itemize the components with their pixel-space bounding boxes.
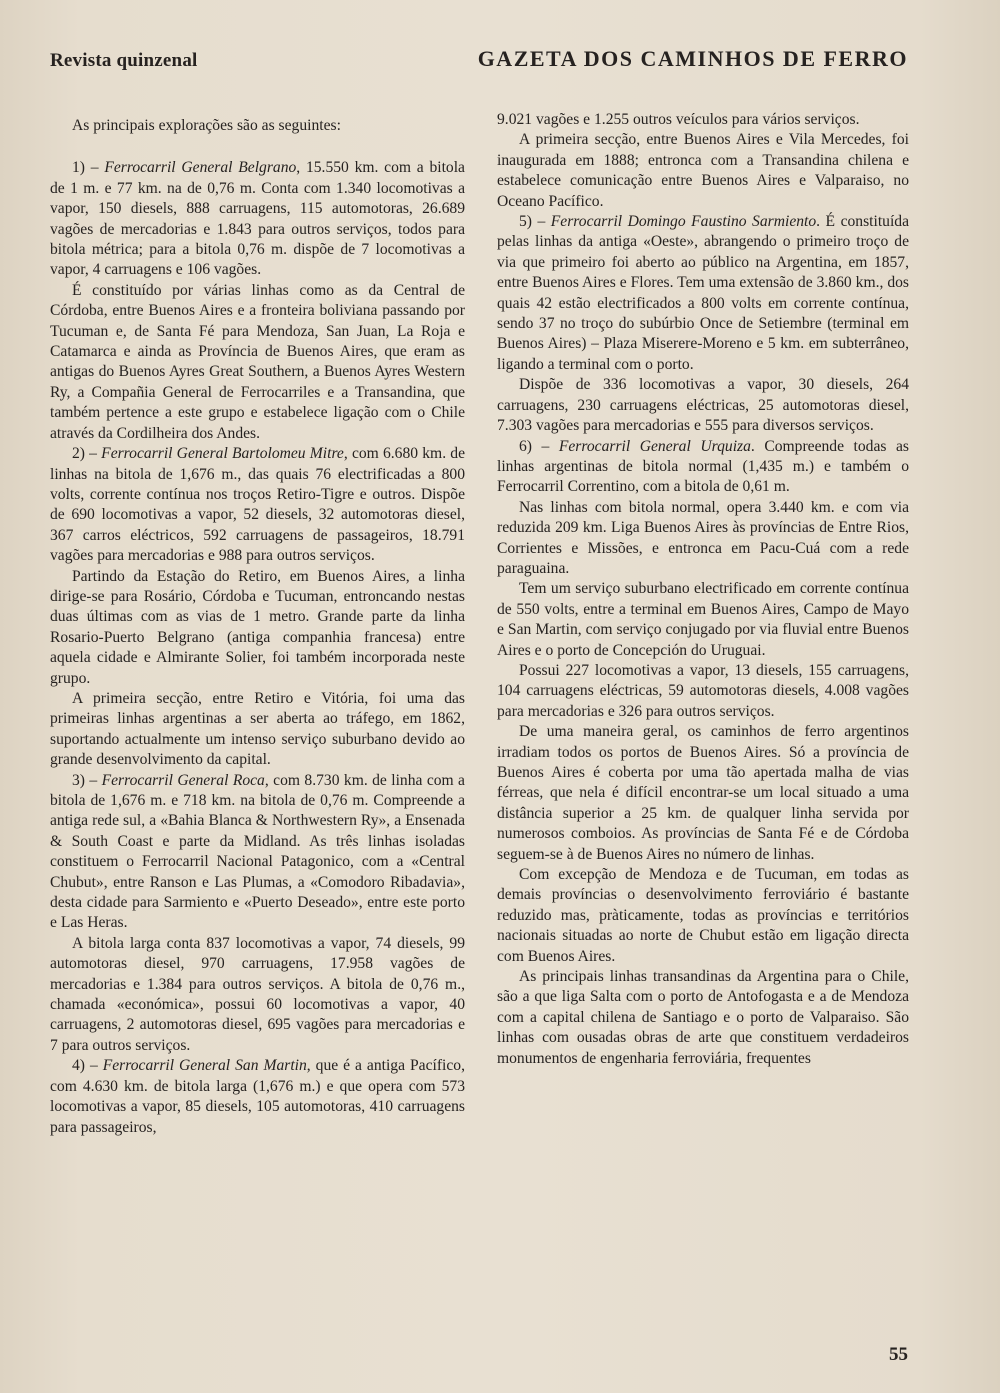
paragraph: É constituído por várias linhas como as da Central de Córdoba, entre Buenos Aires e a fronteira boliviana passando por Tucuman e, de Santa Fé para Mendoza, San Juan, La Roja e Catamarca e ainda as Província de Buenos Aires, que eram as antigas do Buenos Ayres Great Southern, a Buenos Ayres Western Ry, a Compañia General de Ferrocarriles e a Transandina, que também pertence a este grupo e estabelece ligação com o Chile através da Cordilheira dos Andes. [50,281,465,442]
paragraph: Tem um serviço suburbano electrificado em corrente contínua de 550 volts, entre a terminal em Buenos Aires, Campo de Mayo e San Martin, com serviço conjugado por via fluvial entre Buenos Aires e o porto de Concepción do Uruguai. [497,580,909,659]
railway-name: Ferrocarril General San Martin [102,1057,307,1075]
item-number: 1) – [72,159,105,177]
paragraph: Nas linhas com bitola normal, opera 3.440 km. e com via reduzida 209 km. Liga Buenos Aires às províncias de Entre Rios, Corrientes e Missões, e entronca em Pacu-Cuá com a rede paraguaina. [497,498,909,577]
paragraph: A bitola larga conta 837 locomotivas a vapor, 74 diesels, 99 automotoras diesel, 970 carruagens, 17.958 vagões de mercadorias e 1.384 para outros serviços. A bitola de 0,76 m., chamada «económica», possui 60 locomotivas a vapor, 40 carruagens, 2 automotoras diesel, 695 vagões para mercadorias e 7 para outros serviços. [50,934,465,1054]
page-number: 55 [889,1344,908,1365]
railway-name: Ferrocarril General Belgrano [104,159,297,177]
paragraph: Com excepção de Mendoza e de Tucuman, em todas as demais províncias o desenvolvimento ferroviário é bastante reduzido mas, pràticamente, todas as províncias e territórios nacionais situadas ao norte de Chubut estão em ligação directa com Buenos Aires. [497,866,909,965]
paragraph [497,212,909,375]
paragraph: Partindo da Estação do Retiro, em Buenos Aires, a linha dirige-se para Rosário, Córdoba e Tucuman, entroncando nestas duas últimas com as vias de 1 metro. Grande parte da linha Rosario-Puerto Belgrano (antiga companhia francesa) entre aquela cidade e Almirante Solier, foi também incorporada neste grupo. [50,567,465,687]
item-number: 4) – [72,1057,103,1075]
railway-name: Ferrocarril General Urquiza [558,437,751,455]
header-title: GAZETA DOS CAMINHOS DE FERRO [477,46,908,71]
railway-name: Ferrocarril General Roca [101,771,265,789]
paragraph: As principais linhas transandinas da Argentina para o Chile, são a que liga Salta com o porto de Antofogasta e a de Mendoza com a capital chilena de Santiago e o porto de Valparaiso. São linhas com ousadas obras de arte que constituem verdadeiros monumentos de engenharia ferroviária, frequentes [497,968,909,1067]
paragraph: 9.021 vagões e 1.255 outros veículos para vários serviços. [497,111,860,128]
right-column [497,110,909,1069]
paragraph [50,444,465,566]
paragraph [50,771,465,934]
item-number: 5) – [519,213,551,231]
paragraph-text: , que é a antiga Pacífico, com 4.630 km. de bitola larga (1,676 m.) e que opera com 573 locomotivas a vapor, 85 diesels, 105 automotoras, 410 carruagens para passageiros, [50,1057,465,1136]
paragraph [497,437,909,498]
paragraph-text: , com 6.680 km. de linhas na bitola de 1,676 m., das quais 76 electrificadas a 800 volts, corrente contínua nos troços Retiro-Tigre e outros. Dispõe de 690 locomotivas a vapor, 52 diesels, 32 automotoras diesel, 367 carros eléctricos, 592 carruagens de passageiros, 18.791 vagões para mercadorias e 988 para outros serviços. [50,445,465,565]
paragraph-text: , com 8.730 km. de linha com a bitola de 1,676 m. e 718 km. na bitola de 0,76 m. Compreende a antiga rede sul, a «Bahia Blanca & Northwestern Ry», a Ensenada & South Coast e parte da Midland. As três linhas isoladas constituem o Ferrocarril Nacional Patagonico, com a «Central Chubut», entre Ranson e Las Plumas, a «Comodoro Ribadavia», desta cidade para Sarmiento e «Puerto Deseado», entre este porto e Las Heras. [50,771,465,932]
left-column [50,116,465,1138]
item-number: 3) – [72,771,102,789]
paragraph [50,158,465,280]
item-number: 6) – [519,437,559,455]
paragraph-text: . É constituída pelas linhas da antiga «Oeste», abrangendo o primeiro troço de via que primeiro foi aberto ao público na Argentina, em 1857, entre Buenos Aires e Flores. Tem uma extensão de 3.860 km., dos quais 42 estão electrificados a 800 volts em corrente contínua, sendo 37 no troço do subúrbio Once de Setiembre (terminal em Buenos Aires) – Plaza Miserere-Moreno e 5 km. em subterrâneo, ligando a terminal com o porto. [497,213,910,373]
paragraph: Dispõe de 336 locomotivas a vapor, 30 diesels, 264 carruagens, 230 carruagens eléctricas, 25 automotoras diesel, 7.303 vagões para mercadorias e 555 para diversos serviços. [497,376,909,435]
paragraph: A primeira secção, entre Buenos Aires e Vila Mercedes, foi inaugurada em 1888; entronca com a Transandina chilena e estabelece comunicação entre Buenos Aires e Valparaiso, no Oceano Pacífico. [497,131,909,210]
railway-name: Ferrocarril Domingo Faustino Sarmiento [550,213,817,231]
paragraph-text: . Compreende todas as linhas argentinas de bitola normal (1,435 m.) e também o Ferrocarril Correntino, com a bitola de 0,61 m. [497,437,909,496]
paragraph: Possui 227 locomotivas a vapor, 13 diesels, 155 carruagens, 104 carruagens eléctricas, 59 automotoras diesels, 4.008 vagões para mercadorias e 326 para outros serviços. [497,661,909,720]
railway-name: Ferrocarril General Bartolomeu Mitre [101,445,344,463]
paragraph: De uma maneira geral, os caminhos de ferro argentinos irradiam todos os portos de Buenos Aires. Só a província de Buenos Aires é coberta por uma tão apertada malha de vias férreas, que nela é difícil encontrar-se um local situado a uma distância superior a 25 km. de qualquer linha servida por numerosos comboios. As províncias de Santa Fé e de Córdoba seguem-se à de Buenos Aires no número de linhas. [497,723,909,863]
paragraph-text: , 15.550 km. com a bitola de 1 m. e 77 km. na de 0,76 m. Conta com 1.340 locomotivas a vapor, 150 diesels, 888 carruagens, 115 automotoras, 26.689 vagões de mercadorias e 1.843 para outros serviços, todos para bitola métrica; para a bitola 0,76 m. dispõe de 7 locomotivas a vapor, 4 carruagens e 106 vagões. [50,159,465,279]
paragraph: As principais explorações são as seguintes: [72,117,341,134]
paragraph [50,1056,465,1138]
header-left: Revista quinzenal [50,50,198,71]
paragraph: A primeira secção, entre Retiro e Vitória, foi uma das primeiras linhas argentinas a ser aberta ao tráfego, em 1862, suportando actualmente um intenso serviço suburbano devido ao grande desenvolvimento da capital. [50,689,465,769]
item-number: 2) – [72,445,102,463]
